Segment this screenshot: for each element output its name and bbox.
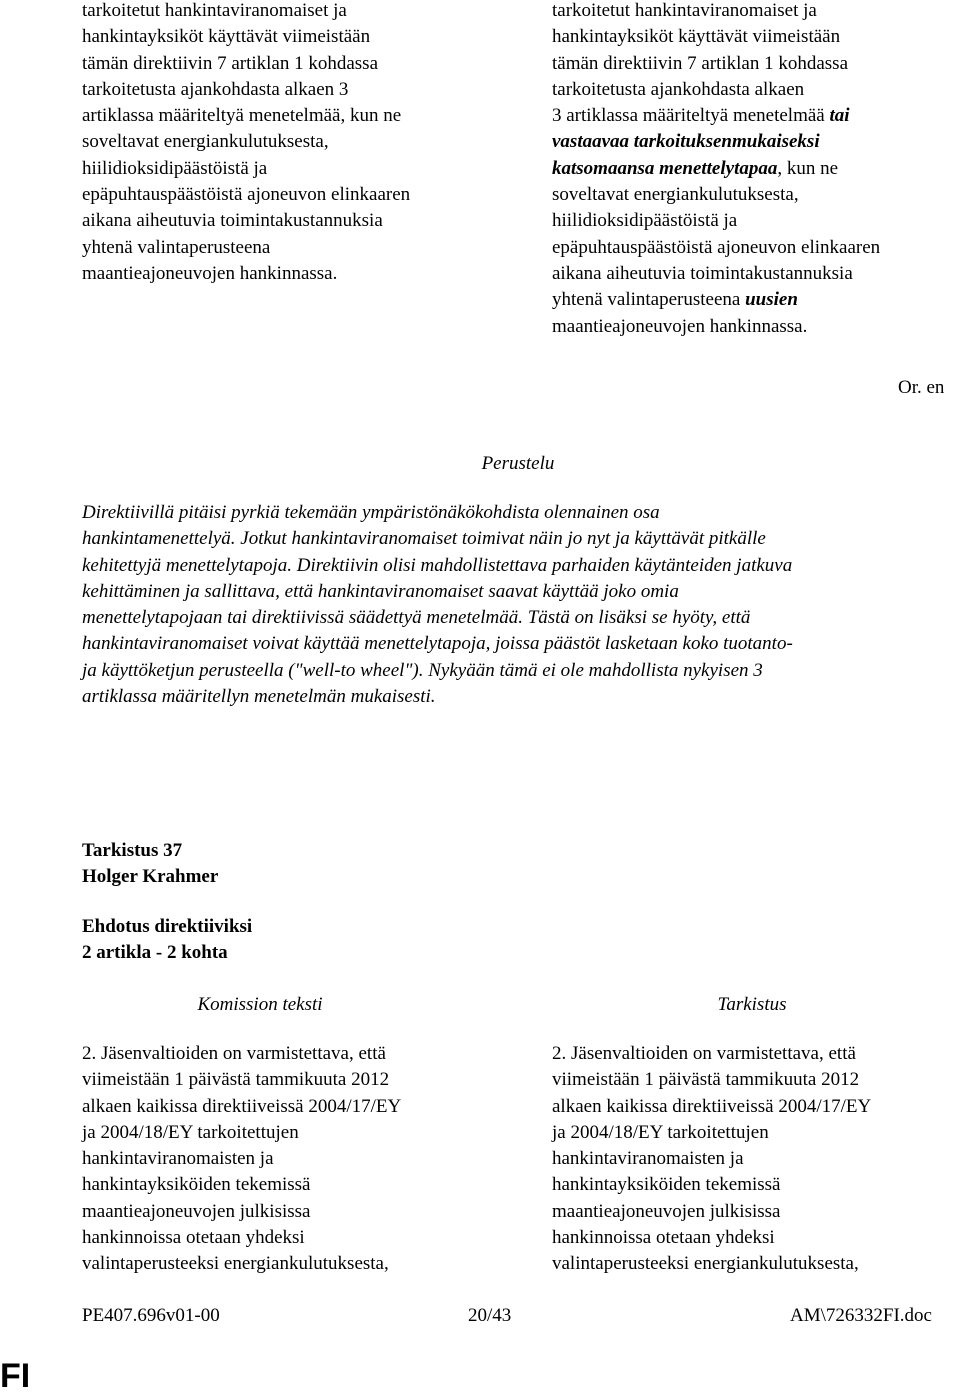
footer-page-number: 20/43	[468, 1305, 512, 1326]
text-line: maantieajoneuvojen hankinnassa.	[552, 315, 808, 337]
text-line: hankintaviranomaiset voivat käyttää menettelytapoja, joissa päästöt lasketaan koko tuotanto-	[82, 633, 793, 655]
text-line: ja käyttöketjun perusteella ("well-to wheel"). Nykyään tämä ei ole mahdollista nykyisen 3	[82, 659, 763, 681]
text-line: viimeistään 1 päivästä tammikuuta 2012	[82, 1069, 390, 1091]
text-line: hankintaviranomaisten ja	[82, 1148, 274, 1170]
text-line: alkaen kaikissa direktiiveissä 2004/17/EY	[82, 1095, 402, 1117]
amendment-heading: Tarkistus	[717, 994, 787, 1015]
text-line: artiklassa määritellyn menetelmän mukaisesti.	[82, 686, 436, 708]
text-line: hankintayksiköt käyttävät viimeistään	[552, 26, 841, 48]
text-line: hiilidioksidipäästöistä ja	[82, 157, 268, 179]
amended-text: uusien	[745, 289, 798, 311]
text-line: soveltavat energiankulutuksesta,	[82, 131, 329, 153]
amended-text: katsomaansa menettelytapaa	[552, 157, 778, 179]
amendment-author: Holger Krahmer	[82, 866, 219, 888]
footer-doc-ref: PE407.696v01-00	[82, 1305, 220, 1326]
text-line: 2. Jäsenvaltioiden on varmistettava, että	[82, 1043, 386, 1064]
text-line: tarkoitetut hankintaviranomaiset ja	[552, 0, 817, 21]
justification-text	[82, 500, 952, 710]
text-line	[552, 156, 952, 182]
text-line: maantieajoneuvojen julkisissa	[82, 1200, 311, 1222]
text-line: epäpuhtauspäästöistä ajoneuvon elinkaaren	[552, 236, 881, 258]
amendment-number: Tarkistus 37	[82, 840, 183, 861]
text-line: tarkoitetut hankintaviranomaiset ja	[82, 0, 347, 21]
article-reference: 2 artikla - 2 kohta	[82, 942, 228, 964]
text-line: aikana aiheutuvia toimintakustannuksia	[552, 262, 853, 284]
text-line: alkaen kaikissa direktiiveissä 2004/17/EY	[552, 1095, 872, 1117]
commission-text	[82, 1041, 401, 1278]
text-line: 2. Jäsenvaltioiden on varmistettava, että	[552, 1043, 856, 1064]
text-line: menettelytapojaan tai direktiivissä säädettyä menetelmää. Tästä on lisäksi se hyöty, että	[82, 607, 751, 629]
text-line: tämän direktiivin 7 artiklan 1 kohdassa	[82, 52, 379, 74]
text-line: soveltavat energiankulutuksesta,	[552, 184, 799, 206]
text-line: hankintayksiköiden tekemissä	[552, 1174, 781, 1196]
text-line: viimeistään 1 päivästä tammikuuta 2012	[552, 1069, 860, 1091]
text-line: tämän direktiivin 7 artiklan 1 kohdassa	[552, 52, 849, 74]
commission-text-continued	[82, 0, 502, 287]
text-line: hiilidioksidipäästöistä ja	[552, 210, 738, 232]
text-line: aikana aiheutuvia toimintakustannuksia	[82, 210, 383, 232]
text-line: hankintayksiköiden tekemissä	[82, 1174, 311, 1196]
text-line: hankintamenettelyä. Jotkut hankintaviranomaiset toimivat näin jo nyt ja käyttävät pitkälle	[82, 528, 766, 550]
text-line: kehitettyjä menettelytapoja. Direktiivin olisi mahdollistettava parhaiden käytänteiden jatkuva	[82, 554, 793, 576]
amended-text: tai	[829, 105, 850, 127]
text-line	[552, 103, 952, 129]
text-line: hankinnoissa otetaan yhdeksi	[82, 1227, 305, 1249]
text-line: artiklassa määriteltyä menetelmää, kun ne	[82, 105, 402, 127]
text-line: tarkoitetusta ajankohdasta alkaen	[552, 78, 805, 100]
commission-text-heading: Komission teksti	[197, 994, 323, 1015]
text-line: kehittäminen ja sallittava, että hankintaviranomaiset saavat käyttää joko omia	[82, 580, 679, 602]
proposal-title: Ehdotus direktiiviksi	[82, 916, 253, 937]
text-line: yhtenä valintaperusteena	[82, 236, 271, 258]
proposal-reference	[82, 914, 252, 967]
text-segment: , kun ne	[777, 157, 839, 179]
text-line: hankintayksiköt käyttävät viimeistään	[82, 26, 371, 48]
text-line: Direktiivillä pitäisi pyrkiä tekemään ympäristönäkökohdista olennainen osa	[82, 502, 660, 523]
amendment-text-continued	[552, 0, 952, 340]
text-line: epäpuhtauspäästöistä ajoneuvon elinkaaren	[82, 184, 411, 206]
text-segment: yhtenä valintaperusteena	[552, 289, 746, 311]
justification-heading: Perustelu	[481, 453, 555, 474]
original-language-label: Or. en	[898, 377, 945, 398]
text-line: valintaperusteeksi energiankulutuksesta,	[82, 1253, 389, 1275]
footer-language-code: FI	[0, 1357, 31, 1395]
text-line: ja 2004/18/EY tarkoitettujen	[552, 1121, 769, 1143]
text-line	[552, 287, 952, 313]
text-line: tarkoitetusta ajankohdasta alkaen 3	[82, 78, 349, 100]
amendment-text	[552, 1041, 871, 1278]
text-line: maantieajoneuvojen hankinnassa.	[82, 262, 338, 284]
text-line: hankintaviranomaisten ja	[552, 1148, 744, 1170]
text-line: hankinnoissa otetaan yhdeksi	[552, 1227, 775, 1249]
footer-file-name: AM\726332FI.doc	[790, 1305, 932, 1326]
text-line: valintaperusteeksi energiankulutuksesta,	[552, 1253, 859, 1275]
text-line: ja 2004/18/EY tarkoitettujen	[82, 1121, 299, 1143]
amended-text: vastaavaa tarkoituksenmukaiseksi	[552, 131, 820, 153]
text-segment: 3 artiklassa määriteltyä menetelmää	[552, 105, 830, 127]
text-line: maantieajoneuvojen julkisissa	[552, 1200, 781, 1222]
amendment-header	[82, 838, 218, 891]
